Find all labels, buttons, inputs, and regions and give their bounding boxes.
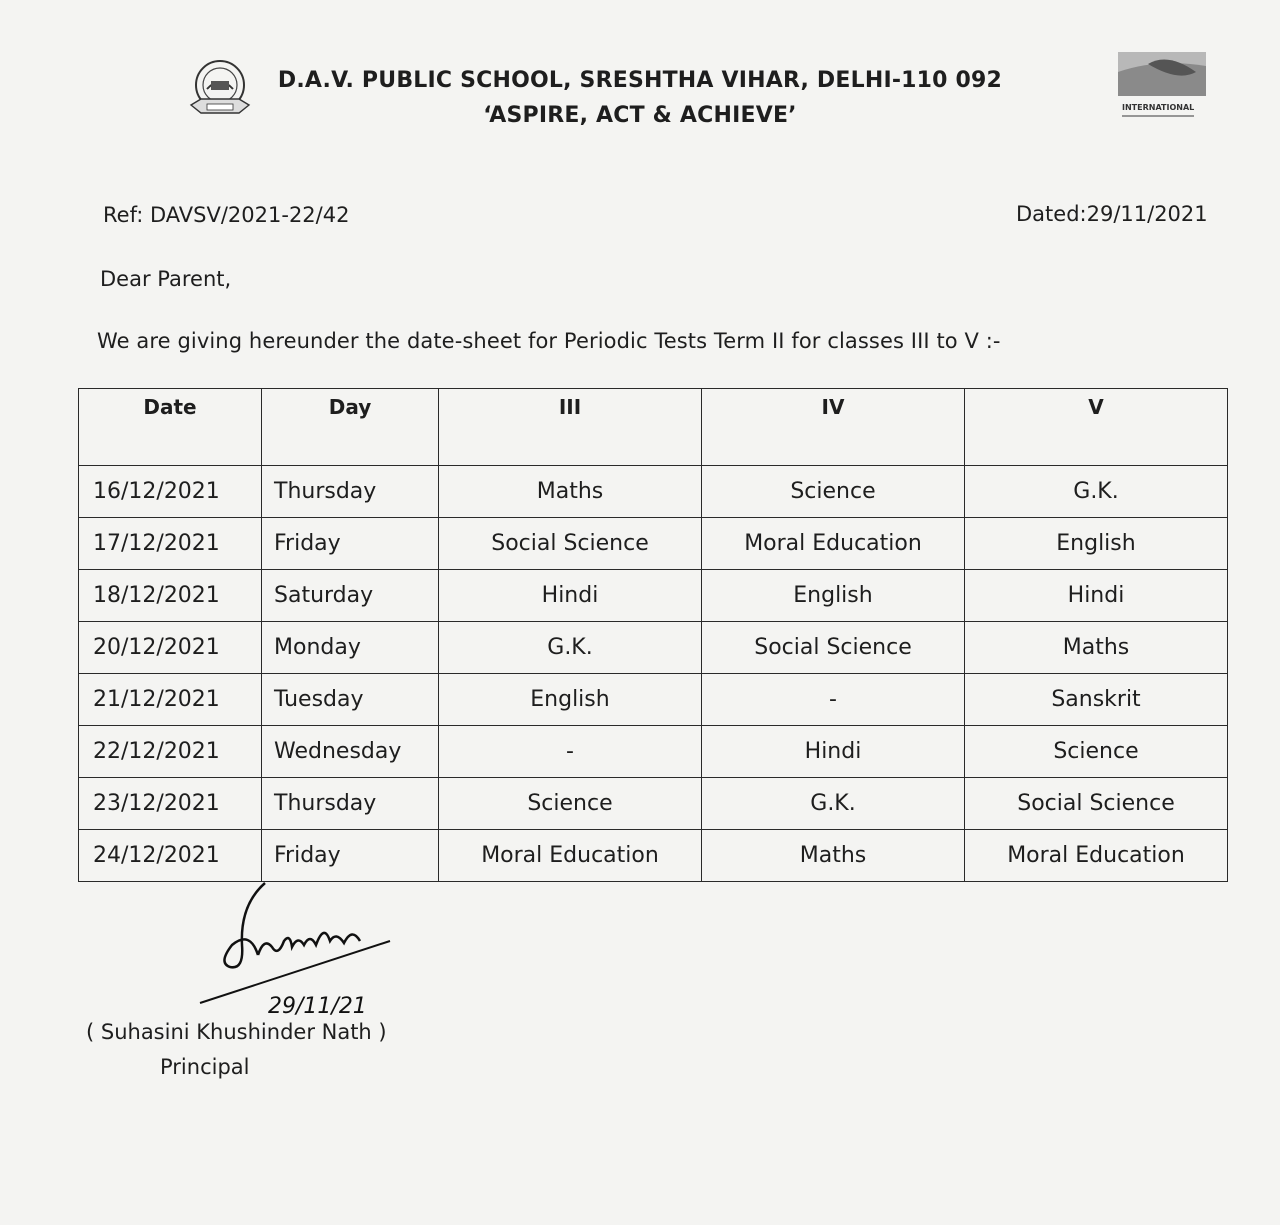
table-row (79, 830, 1228, 882)
cell-day: Thursday (262, 778, 439, 830)
right-logo-text: INTERNATIONAL (1122, 103, 1195, 112)
principal-name: ( Suhasini Khushinder Nath ) (86, 1020, 387, 1044)
cell-class-iv: Hindi (702, 726, 965, 778)
letter-date: Dated:29/11/2021 (1016, 202, 1208, 226)
cell-day: Monday (262, 622, 439, 674)
cell-class-iii: Science (439, 778, 702, 830)
cell-date: 24/12/2021 (79, 830, 262, 882)
cell-day: Wednesday (262, 726, 439, 778)
cell-class-iii: Maths (439, 466, 702, 518)
header-date: Date (79, 389, 262, 466)
cell-date: 18/12/2021 (79, 570, 262, 622)
cell-class-iii: G.K. (439, 622, 702, 674)
table-header-row (79, 389, 1228, 466)
handwritten-date: 29/11/21 (268, 994, 367, 1019)
reference-number: Ref: DAVSV/2021-22/42 (103, 203, 350, 227)
cell-class-iv: Maths (702, 830, 965, 882)
cell-class-v: Sanskrit (965, 674, 1228, 726)
cell-day: Saturday (262, 570, 439, 622)
cell-class-v: Moral Education (965, 830, 1228, 882)
cell-class-iii: - (439, 726, 702, 778)
cell-class-v: Hindi (965, 570, 1228, 622)
header-class-iii: III (439, 389, 702, 466)
cell-date: 23/12/2021 (79, 778, 262, 830)
table-row (79, 778, 1228, 830)
cell-class-v: Science (965, 726, 1228, 778)
table-row (79, 674, 1228, 726)
cell-class-iv: - (702, 674, 965, 726)
cell-date: 21/12/2021 (79, 674, 262, 726)
cell-class-iii: Social Science (439, 518, 702, 570)
cell-date: 17/12/2021 (79, 518, 262, 570)
table-row (79, 466, 1228, 518)
school-motto: ‘ASPIRE, ACT & ACHIEVE’ (483, 103, 797, 128)
table-row (79, 622, 1228, 674)
cell-class-iv: Social Science (702, 622, 965, 674)
cell-day: Thursday (262, 466, 439, 518)
cell-date: 16/12/2021 (79, 466, 262, 518)
cell-class-v: G.K. (965, 466, 1228, 518)
cell-class-iii: Hindi (439, 570, 702, 622)
date-sheet-table (78, 388, 1228, 882)
principal-signature (180, 875, 440, 1025)
cell-day: Tuesday (262, 674, 439, 726)
greeting: Dear Parent, (100, 267, 232, 291)
cell-class-iii: English (439, 674, 702, 726)
header-class-v: V (965, 389, 1228, 466)
intro-paragraph: We are giving hereunder the date-sheet for Periodic Tests Term II for classes III to V :- (97, 329, 1001, 353)
cell-class-iv: English (702, 570, 965, 622)
cell-class-v: Social Science (965, 778, 1228, 830)
table-row (79, 518, 1228, 570)
cell-class-iv: Moral Education (702, 518, 965, 570)
cell-class-iv: Science (702, 466, 965, 518)
principal-title: Principal (160, 1055, 250, 1079)
cell-date: 20/12/2021 (79, 622, 262, 674)
cell-day: Friday (262, 518, 439, 570)
header-day: Day (262, 389, 439, 466)
cell-class-v: English (965, 518, 1228, 570)
cell-class-iii: Moral Education (439, 830, 702, 882)
header-class-iv: IV (702, 389, 965, 466)
cell-class-v: Maths (965, 622, 1228, 674)
table-row (79, 570, 1228, 622)
cell-date: 22/12/2021 (79, 726, 262, 778)
cell-day: Friday (262, 830, 439, 882)
cell-class-iv: G.K. (702, 778, 965, 830)
school-name: D.A.V. PUBLIC SCHOOL, SRESHTHA VIHAR, DELHI-110 092 (277, 68, 1003, 93)
table-row (79, 726, 1228, 778)
